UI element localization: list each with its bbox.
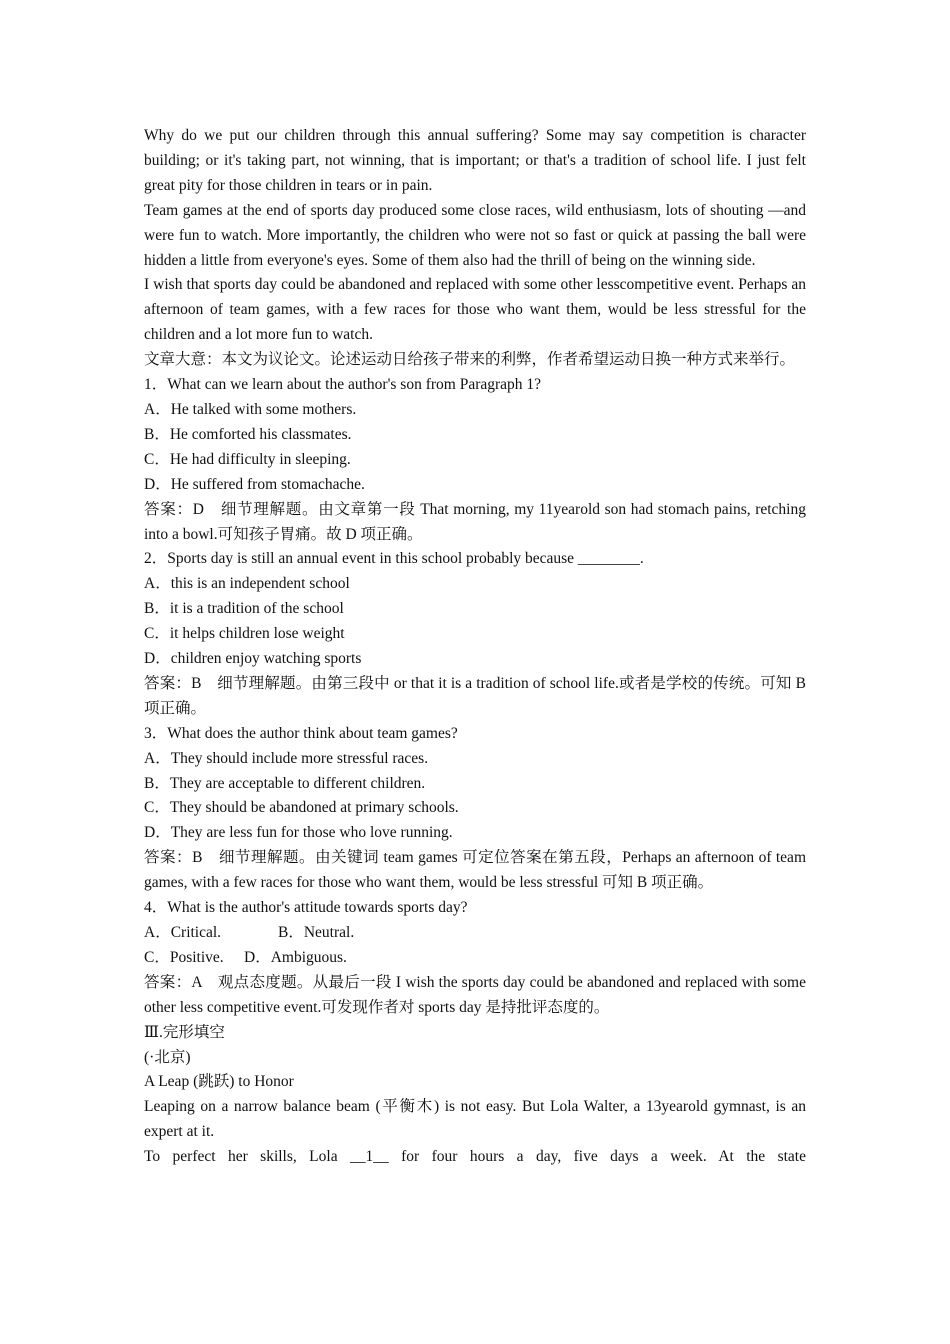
options-row: [144, 921, 806, 946]
answer-explanation: 答案：B 细节理解题。由第三段中 or that it is a tradition of school life.或者是学校的传统。可知 B 项正确。: [144, 674, 806, 717]
option: B．He comforted his classmates.: [144, 425, 352, 443]
option: B．it is a tradition of the school: [144, 600, 344, 618]
cloze-title: A Leap (跳跃) to Honor: [144, 1073, 294, 1091]
passage-paragraph: Team games at the end of sports day produced some close races, wild enthusiasm, lots of shouting —and were fun to watch. More importantly, the children who were not so fast or quick at passing the ball were hidden a little from everyone's eyes. Some of them also had the thrill of being on the winning side.: [144, 201, 806, 269]
answer-explanation: 答案：B 细节理解题。由关键词 team games 可定位答案在第五段，Perhaps an afternoon of team games, with a few races for those who want them, would be less stressful 可知 B 项正确。: [144, 849, 806, 892]
option: D．children enjoy watching sports: [144, 650, 362, 668]
option: B．Neutral.: [278, 924, 355, 941]
option: C．Positive.: [144, 948, 224, 966]
option: A．this is an independent school: [144, 575, 350, 593]
options-row: [144, 946, 806, 971]
answer-explanation: 答案：D 细节理解题。由文章第一段 That morning, my 11yearold son had stomach pains, retching into a bowl.可知孩子胃痛。故 D 项正确。: [144, 500, 806, 543]
summary: 文章大意：本文为议论文。论述运动日给孩子带来的利弊，作者希望运动日换一种方式来举行。: [144, 351, 796, 369]
document-page: [144, 124, 806, 1170]
question-stem: 3．What does the author think about team games?: [144, 724, 458, 742]
question-stem: 2．Sports day is still an annual event in this school probably because ________.: [144, 550, 644, 568]
option: A．Critical.: [144, 924, 222, 941]
cloze-paragraph: To perfect her skills, Lola __1__ for four hours a day, five days a week. At the state: [144, 1148, 806, 1166]
option: C．it helps children lose weight: [144, 625, 345, 643]
option: A．He talked with some mothers.: [144, 400, 357, 418]
option: B．They are acceptable to different children.: [144, 774, 426, 792]
option: C．They should be abandoned at primary schools.: [144, 799, 459, 817]
option: A．They should include more stressful races.: [144, 749, 429, 767]
section-source: (·北京): [144, 1048, 191, 1066]
cloze-paragraph: Leaping on a narrow balance beam (平衡木) is not easy. But Lola Walter, a 13yearold gymnast, is an expert at it.: [144, 1098, 806, 1141]
option: C．He had difficulty in sleeping.: [144, 450, 351, 468]
passage-paragraph: I wish that sports day could be abandoned and replaced with some other lesscompetitive event. Perhaps an afternoon of team games, with a few races for those who want them, would be less stressful for the children and a lot more fun to watch.: [144, 276, 806, 344]
answer-explanation: 答案：A 观点态度题。从最后一段 I wish the sports day could be abandoned and replaced with some other less competitive event.可发现作者对 sports day 是持批评态度的。: [144, 973, 806, 1016]
option: D．He suffered from stomachache.: [144, 475, 365, 493]
passage-paragraph: Why do we put our children through this annual suffering? Some may say competition is character building; or it's taking part, not winning, that is important; or that's a tradition of school life. I just felt great pity for those children in tears or in pain.: [144, 127, 806, 194]
option: D．They are less fun for those who love running.: [144, 824, 453, 842]
question-stem: 1．What can we learn about the author's son from Paragraph 1?: [144, 376, 542, 394]
question-stem: 4．What is the author's attitude towards sports day?: [144, 899, 468, 917]
option: D．Ambiguous.: [244, 948, 347, 966]
section-heading: Ⅲ.完形填空: [144, 1023, 225, 1041]
